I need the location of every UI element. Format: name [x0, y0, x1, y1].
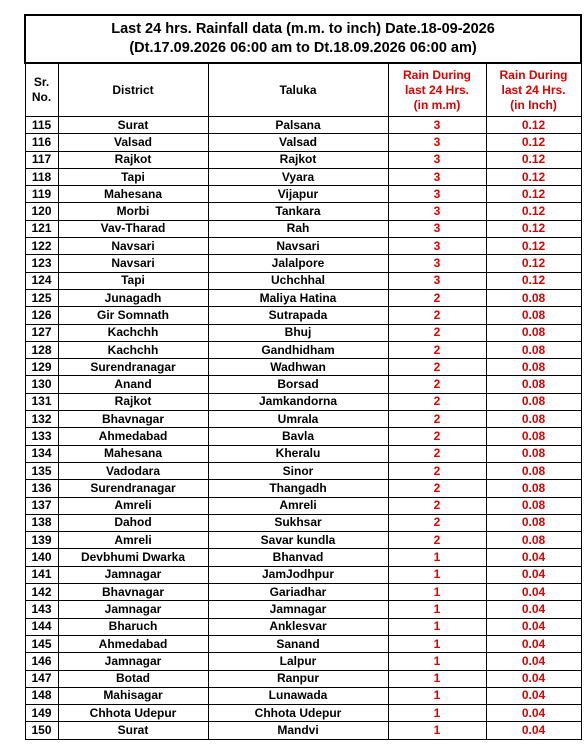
sr-no-cell: 122 — [25, 238, 58, 255]
rain-mm-cell: 1 — [388, 705, 486, 722]
sr-no-cell: 146 — [25, 653, 58, 670]
taluka-cell: Vijapur — [208, 186, 388, 203]
table-row — [25, 134, 581, 151]
district-cell: Surat — [58, 117, 208, 134]
taluka-cell: JamJodhpur — [208, 566, 388, 583]
sr-no-cell: 135 — [25, 462, 58, 479]
district-cell: Mahesana — [58, 445, 208, 462]
rain-mm-cell: 1 — [388, 566, 486, 583]
taluka-cell: Navsari — [208, 238, 388, 255]
taluka-cell: Ranpur — [208, 670, 388, 687]
rain-mm-cell: 2 — [388, 445, 486, 462]
taluka-cell: Kheralu — [208, 445, 388, 462]
taluka-cell: Palsana — [208, 117, 388, 134]
sr-no-cell: 142 — [25, 584, 58, 601]
table-row — [25, 687, 581, 704]
rain-inch-cell: 0.04 — [486, 635, 581, 652]
rain-inch-cell: 0.08 — [486, 514, 581, 531]
header-rain-inch-line-1: Rain During — [499, 67, 568, 82]
table-row — [25, 601, 581, 618]
rain-inch-cell: 0.04 — [486, 722, 581, 739]
taluka-cell: Lalpur — [208, 653, 388, 670]
rain-inch-cell: 0.08 — [486, 307, 581, 324]
rain-inch-cell: 0.12 — [486, 168, 581, 185]
table-row — [25, 462, 581, 479]
table-row — [25, 566, 581, 583]
rain-inch-cell: 0.08 — [486, 462, 581, 479]
rain-mm-cell: 3 — [388, 151, 486, 168]
sr-no-cell: 145 — [25, 635, 58, 652]
district-cell: Navsari — [58, 238, 208, 255]
rain-inch-cell: 0.12 — [486, 186, 581, 203]
sr-no-cell: 147 — [25, 670, 58, 687]
rain-mm-cell: 1 — [388, 584, 486, 601]
district-cell: Tapi — [58, 168, 208, 185]
district-cell: Bharuch — [58, 618, 208, 635]
table-row — [25, 359, 581, 376]
rain-inch-cell: 0.08 — [486, 497, 581, 514]
table-row — [25, 186, 581, 203]
district-cell: Valsad — [58, 134, 208, 151]
sr-no-cell: 126 — [25, 307, 58, 324]
table-row — [25, 324, 581, 341]
sr-no-cell: 149 — [25, 705, 58, 722]
sr-no-cell: 143 — [25, 601, 58, 618]
district-cell: Bhavnagar — [58, 584, 208, 601]
header-rain-inch-line-3: (in Inch) — [510, 97, 557, 112]
rain-mm-cell: 3 — [388, 255, 486, 272]
taluka-cell: Anklesvar — [208, 618, 388, 635]
table-row — [25, 255, 581, 272]
district-cell: Anand — [58, 376, 208, 393]
district-cell: Amreli — [58, 497, 208, 514]
taluka-cell: Vyara — [208, 168, 388, 185]
header-sr-no — [25, 63, 58, 117]
rain-mm-cell: 2 — [388, 497, 486, 514]
taluka-cell: Borsad — [208, 376, 388, 393]
rain-inch-cell: 0.08 — [486, 480, 581, 497]
taluka-cell: Valsad — [208, 134, 388, 151]
sr-no-cell: 140 — [25, 549, 58, 566]
report-title — [25, 15, 581, 63]
header-rain-inch-line-2: last 24 Hrs. — [501, 82, 566, 97]
district-cell: Botad — [58, 670, 208, 687]
district-cell: Rajkot — [58, 151, 208, 168]
district-cell: Mahisagar — [58, 687, 208, 704]
taluka-cell: Chhota Udepur — [208, 705, 388, 722]
rain-inch-cell: 0.04 — [486, 687, 581, 704]
taluka-cell: Bavla — [208, 428, 388, 445]
district-cell: Vadodara — [58, 462, 208, 479]
rain-inch-cell: 0.12 — [486, 203, 581, 220]
sr-no-cell: 129 — [25, 359, 58, 376]
sr-no-cell: 131 — [25, 393, 58, 410]
district-cell: Junagadh — [58, 289, 208, 306]
sr-no-cell: 137 — [25, 497, 58, 514]
rain-inch-cell: 0.04 — [486, 618, 581, 635]
taluka-cell: Gariadhar — [208, 584, 388, 601]
table-row — [25, 393, 581, 410]
district-cell: Chhota Udepur — [58, 705, 208, 722]
district-cell: Kachchh — [58, 324, 208, 341]
taluka-cell: Tankara — [208, 203, 388, 220]
district-cell: Rajkot — [58, 393, 208, 410]
taluka-cell: Gandhidham — [208, 341, 388, 358]
rain-inch-cell: 0.04 — [486, 670, 581, 687]
taluka-cell: Bhuj — [208, 324, 388, 341]
table-row — [25, 341, 581, 358]
table-row — [25, 480, 581, 497]
rain-mm-cell: 3 — [388, 272, 486, 289]
rainfall-table — [24, 14, 582, 740]
district-cell: Ahmedabad — [58, 635, 208, 652]
table-row — [25, 238, 581, 255]
table-row — [25, 307, 581, 324]
taluka-cell: Sutrapada — [208, 307, 388, 324]
header-rain-mm — [388, 63, 486, 117]
rain-mm-cell: 3 — [388, 238, 486, 255]
district-cell: Bhavnagar — [58, 411, 208, 428]
rain-mm-cell: 2 — [388, 428, 486, 445]
district-cell: Surendranagar — [58, 480, 208, 497]
district-cell: Jamnagar — [58, 566, 208, 583]
rain-inch-cell: 0.08 — [486, 341, 581, 358]
table-row — [25, 653, 581, 670]
header-taluka: Taluka — [208, 63, 388, 117]
table-row — [25, 220, 581, 237]
table-row — [25, 117, 581, 134]
rain-inch-cell: 0.12 — [486, 272, 581, 289]
rain-mm-cell: 3 — [388, 168, 486, 185]
rain-mm-cell: 2 — [388, 532, 486, 549]
rain-inch-cell: 0.08 — [486, 376, 581, 393]
header-rain-mm-line-2: last 24 Hrs. — [404, 82, 470, 97]
table-row — [25, 670, 581, 687]
district-cell: Dahod — [58, 514, 208, 531]
rain-mm-cell: 1 — [388, 549, 486, 566]
district-cell: Navsari — [58, 255, 208, 272]
header-rain-inch — [486, 63, 581, 117]
rain-mm-cell: 2 — [388, 514, 486, 531]
rain-inch-cell: 0.04 — [486, 584, 581, 601]
rain-mm-cell: 2 — [388, 411, 486, 428]
rain-inch-cell: 0.04 — [486, 549, 581, 566]
rain-inch-cell: 0.12 — [486, 134, 581, 151]
taluka-cell: Savar kundla — [208, 532, 388, 549]
rain-inch-cell: 0.08 — [486, 393, 581, 410]
district-cell: Vav-Tharad — [58, 220, 208, 237]
table-row — [25, 722, 581, 739]
table-row — [25, 428, 581, 445]
table-row — [25, 272, 581, 289]
taluka-cell: Umrala — [208, 411, 388, 428]
sr-no-cell: 136 — [25, 480, 58, 497]
rain-mm-cell: 2 — [388, 359, 486, 376]
rain-mm-cell: 3 — [388, 203, 486, 220]
district-cell: Tapi — [58, 272, 208, 289]
sr-no-cell: 124 — [25, 272, 58, 289]
district-cell: Jamnagar — [58, 601, 208, 618]
taluka-cell: Wadhwan — [208, 359, 388, 376]
district-cell: Jamnagar — [58, 653, 208, 670]
rain-mm-cell: 3 — [388, 220, 486, 237]
sr-no-cell: 141 — [25, 566, 58, 583]
rain-inch-cell: 0.08 — [486, 532, 581, 549]
rain-inch-cell: 0.08 — [486, 359, 581, 376]
rain-mm-cell: 3 — [388, 186, 486, 203]
district-cell: Ahmedabad — [58, 428, 208, 445]
sr-no-cell: 128 — [25, 341, 58, 358]
taluka-cell: Jalalpore — [208, 255, 388, 272]
taluka-cell: Maliya Hatina — [208, 289, 388, 306]
sr-no-cell: 133 — [25, 428, 58, 445]
sr-no-cell: 139 — [25, 532, 58, 549]
taluka-cell: Jamkandorna — [208, 393, 388, 410]
sr-no-cell: 138 — [25, 514, 58, 531]
taluka-cell: Lunawada — [208, 687, 388, 704]
sr-no-cell: 125 — [25, 289, 58, 306]
taluka-cell: Sanand — [208, 635, 388, 652]
table-row — [25, 705, 581, 722]
rain-mm-cell: 2 — [388, 289, 486, 306]
rain-inch-cell: 0.12 — [486, 151, 581, 168]
table-row — [25, 168, 581, 185]
taluka-cell: Uchchhal — [208, 272, 388, 289]
rain-mm-cell: 2 — [388, 480, 486, 497]
rain-inch-cell: 0.12 — [486, 238, 581, 255]
taluka-cell: Rah — [208, 220, 388, 237]
taluka-cell: Amreli — [208, 497, 388, 514]
district-cell: Kachchh — [58, 341, 208, 358]
rainfall-report — [24, 14, 580, 740]
table-row — [25, 584, 581, 601]
title-line-2: (Dt.17.09.2026 06:00 am to Dt.18.09.2026 06:00 am) — [129, 40, 477, 56]
sr-no-cell: 144 — [25, 618, 58, 635]
sr-no-cell: 120 — [25, 203, 58, 220]
table-row — [25, 549, 581, 566]
district-cell: Devbhumi Dwarka — [58, 549, 208, 566]
header-rain-mm-line-3: (in m.m) — [413, 97, 461, 112]
rain-inch-cell: 0.08 — [486, 428, 581, 445]
header-rain-mm-line-1: Rain During — [403, 67, 471, 82]
rain-mm-cell: 3 — [388, 134, 486, 151]
district-cell: Surendranagar — [58, 359, 208, 376]
sr-no-cell: 123 — [25, 255, 58, 272]
rain-mm-cell: 1 — [388, 670, 486, 687]
table-row — [25, 532, 581, 549]
sr-no-cell: 116 — [25, 134, 58, 151]
sr-no-cell: 127 — [25, 324, 58, 341]
title-line-1: Last 24 hrs. Rainfall data (m.m. to inch) Date.18-09-2026 — [111, 21, 495, 37]
taluka-cell: Thangadh — [208, 480, 388, 497]
rain-inch-cell: 0.04 — [486, 566, 581, 583]
table-row — [25, 497, 581, 514]
rain-mm-cell: 1 — [388, 601, 486, 618]
table-row — [25, 289, 581, 306]
rain-mm-cell: 2 — [388, 324, 486, 341]
taluka-cell: Bhanvad — [208, 549, 388, 566]
table-row — [25, 514, 581, 531]
taluka-cell: Jamnagar — [208, 601, 388, 618]
table-row — [25, 376, 581, 393]
sr-no-cell: 121 — [25, 220, 58, 237]
header-sr-line: Sr. — [33, 75, 50, 89]
rain-mm-cell: 1 — [388, 618, 486, 635]
rain-mm-cell: 2 — [388, 462, 486, 479]
rain-mm-cell: 1 — [388, 635, 486, 652]
rain-inch-cell: 0.12 — [486, 255, 581, 272]
district-cell: Morbi — [58, 203, 208, 220]
rain-mm-cell: 1 — [388, 687, 486, 704]
rain-mm-cell: 2 — [388, 307, 486, 324]
taluka-cell: Mandvi — [208, 722, 388, 739]
sr-no-cell: 130 — [25, 376, 58, 393]
rain-mm-cell: 2 — [388, 376, 486, 393]
rain-inch-cell: 0.04 — [486, 601, 581, 618]
rain-inch-cell: 0.12 — [486, 117, 581, 134]
rain-mm-cell: 1 — [388, 653, 486, 670]
rain-mm-cell: 1 — [388, 722, 486, 739]
sr-no-cell: 134 — [25, 445, 58, 462]
district-cell: Gir Somnath — [58, 307, 208, 324]
header-district: District — [58, 63, 208, 117]
sr-no-cell: 132 — [25, 411, 58, 428]
taluka-cell: Sinor — [208, 462, 388, 479]
header-no-line: No. — [31, 90, 52, 104]
rain-inch-cell: 0.12 — [486, 220, 581, 237]
rain-inch-cell: 0.08 — [486, 289, 581, 306]
sr-no-cell: 115 — [25, 117, 58, 134]
sr-no-cell: 150 — [25, 722, 58, 739]
rain-inch-cell: 0.04 — [486, 653, 581, 670]
sr-no-cell: 117 — [25, 151, 58, 168]
taluka-cell: Sukhsar — [208, 514, 388, 531]
district-cell: Mahesana — [58, 186, 208, 203]
rain-inch-cell: 0.08 — [486, 324, 581, 341]
table-row — [25, 635, 581, 652]
rain-mm-cell: 2 — [388, 393, 486, 410]
sr-no-cell: 119 — [25, 186, 58, 203]
rain-inch-cell: 0.08 — [486, 445, 581, 462]
rain-inch-cell: 0.08 — [486, 411, 581, 428]
district-cell: Amreli — [58, 532, 208, 549]
sr-no-cell: 118 — [25, 168, 58, 185]
taluka-cell: Rajkot — [208, 151, 388, 168]
table-body — [25, 117, 581, 740]
rain-inch-cell: 0.04 — [486, 705, 581, 722]
table-row — [25, 411, 581, 428]
rain-mm-cell: 2 — [388, 341, 486, 358]
sr-no-cell: 148 — [25, 687, 58, 704]
rain-mm-cell: 3 — [388, 117, 486, 134]
table-row — [25, 203, 581, 220]
table-row — [25, 618, 581, 635]
table-row — [25, 445, 581, 462]
district-cell: Surat — [58, 722, 208, 739]
table-row — [25, 151, 581, 168]
